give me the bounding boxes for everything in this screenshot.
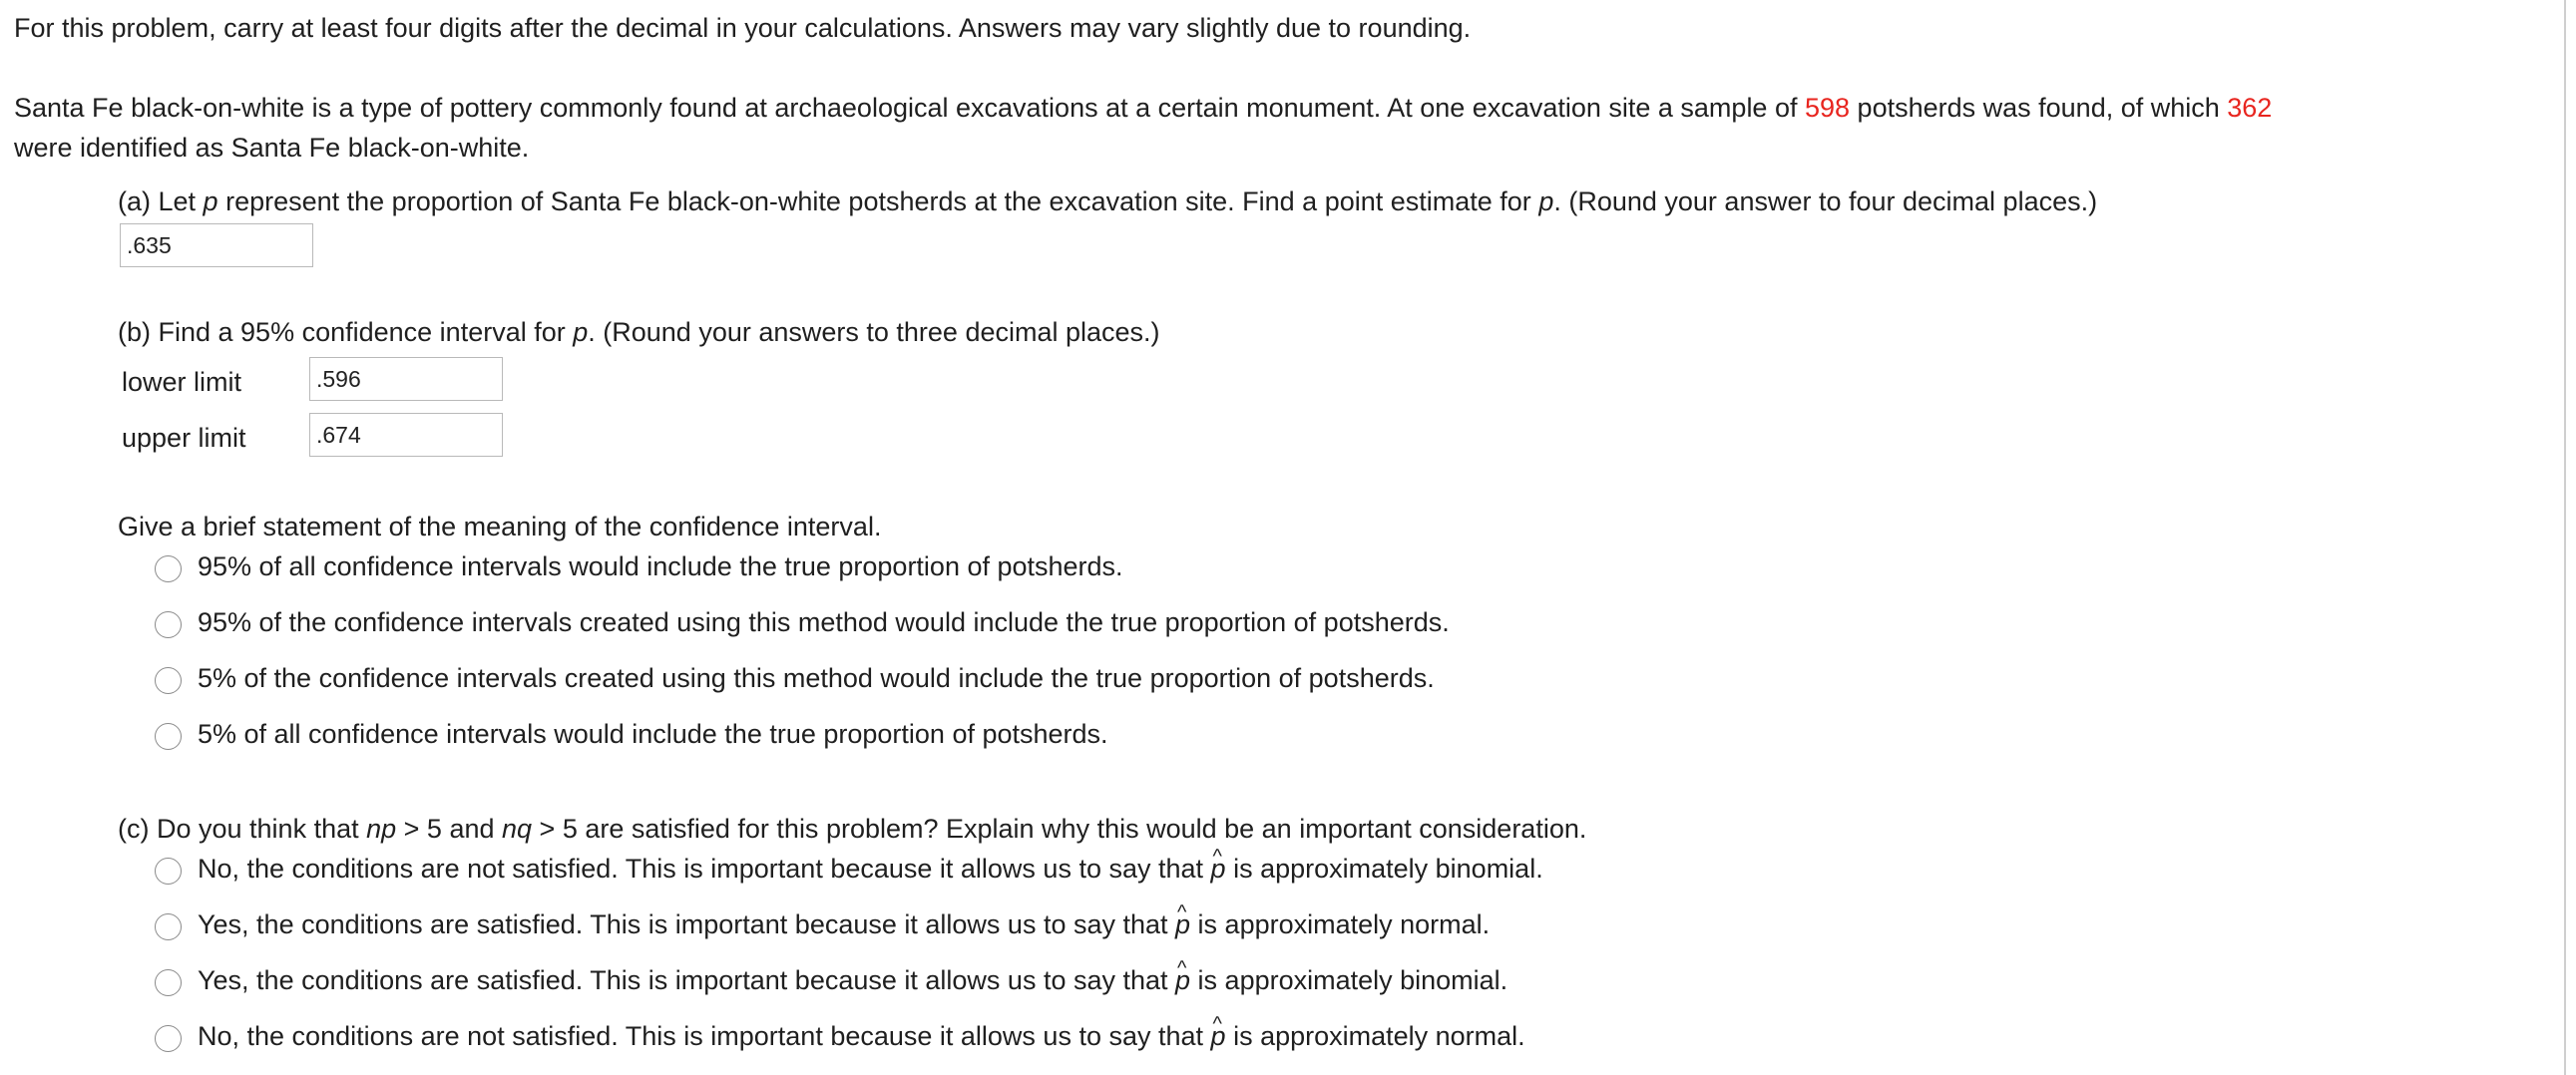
part-c-nq: nq — [502, 814, 533, 844]
page-right-border — [2564, 0, 2566, 1075]
ci-option-1-radio[interactable] — [155, 555, 182, 582]
ci-option-1-label[interactable]: 95% of all confidence intervals would include the true proportion of potsherds. — [198, 551, 1123, 581]
part-c-text-2: > 5 and — [396, 814, 502, 844]
conditions-option-4-label[interactable] — [198, 1019, 1525, 1053]
conditions-option-3-text-b: is approximately binomial. — [1190, 965, 1508, 995]
conditions-option-1-text-a: No, the conditions are not satisfied. This is important because it allows us to say that — [198, 854, 1211, 884]
p-hat-symbol: ^ p — [1211, 852, 1226, 886]
santa-fe-count-value: 362 — [2227, 93, 2273, 123]
part-b-question — [118, 315, 1160, 349]
part-c-text-3: > 5 are satisfied for this problem? Explain why this would be an important consideration. — [532, 814, 1587, 844]
part-c-question — [118, 812, 1586, 846]
conditions-option-2-radio[interactable] — [155, 913, 182, 940]
part-b-var-p: p — [573, 317, 589, 347]
p-hat-symbol: ^ p — [1175, 963, 1190, 997]
conditions-option-1-text-b: is approximately binomial. — [1225, 854, 1543, 884]
part-a-var-p2: p — [1538, 186, 1554, 216]
part-c-np: np — [366, 814, 397, 844]
conditions-option-4-text-a: No, the conditions are not satisfied. This is important because it allows us to say that — [198, 1021, 1211, 1051]
conditions-option-2-text-a: Yes, the conditions are satisfied. This is important because it allows us to say that — [198, 909, 1176, 939]
upper-limit-input[interactable] — [309, 413, 503, 457]
conditions-option-2-text-b: is approximately normal. — [1190, 909, 1491, 939]
conditions-option-3-radio[interactable] — [155, 969, 182, 996]
ci-meaning-prompt: Give a brief statement of the meaning of the confidence interval. — [118, 512, 882, 541]
ci-option-3-radio[interactable] — [155, 667, 182, 694]
problem-statement-line1 — [14, 91, 2272, 125]
part-a-text-1: (a) Let — [118, 186, 204, 216]
conditions-option-4-text-b: is approximately normal. — [1225, 1021, 1525, 1051]
sample-size-value: 598 — [1804, 93, 1851, 123]
instructions-text: For this problem, carry at least four digits after the decimal in your calculations. Answers may vary slightly due to rounding. — [14, 13, 1472, 43]
ci-option-2-radio[interactable] — [155, 611, 182, 638]
conditions-option-3-label[interactable] — [198, 963, 1507, 997]
ci-option-2-label[interactable]: 95% of the confidence intervals created using this method would include the true proportion of potsherds. — [198, 607, 1450, 637]
part-a-text-2: represent the proportion of Santa Fe black-on-white potsherds at the excavation site. Find a point estimate for — [217, 186, 1539, 216]
problem-text-b: potsherds was found, of which — [1850, 93, 2228, 123]
part-a-text-3: . (Round your answer to four decimal places.) — [1553, 186, 2098, 216]
part-c-text-1: (c) Do you think that — [118, 814, 367, 844]
conditions-option-4-radio[interactable] — [155, 1025, 182, 1052]
part-b-text-2: . (Round your answers to three decimal places.) — [588, 317, 1160, 347]
p-hat-symbol: ^ p — [1211, 1019, 1226, 1053]
part-a-question — [118, 184, 2097, 218]
part-b-text-1: (b) Find a 95% confidence interval for — [118, 317, 574, 347]
lower-limit-input[interactable] — [309, 357, 503, 401]
p-hat-symbol: ^ p — [1175, 907, 1190, 941]
conditions-option-3-text-a: Yes, the conditions are satisfied. This is important because it allows us to say that — [198, 965, 1176, 995]
problem-text-a: Santa Fe black-on-white is a type of pottery commonly found at archaeological excavations at a certain monument. At one excavation site a sample of — [14, 93, 1805, 123]
point-estimate-input[interactable] — [120, 223, 313, 267]
ci-option-3-label[interactable]: 5% of the confidence intervals created using this method would include the true proportion of potsherds. — [198, 663, 1435, 693]
ci-option-4-radio[interactable] — [155, 723, 182, 750]
conditions-option-1-label[interactable] — [198, 852, 1543, 886]
part-a-var-p: p — [203, 186, 218, 216]
conditions-option-2-label[interactable] — [198, 907, 1490, 941]
ci-option-4-label[interactable]: 5% of all confidence intervals would include the true proportion of potsherds. — [198, 719, 1108, 749]
problem-statement-line2: were identified as Santa Fe black-on-white. — [14, 133, 530, 163]
conditions-option-1-radio[interactable] — [155, 858, 182, 885]
lower-limit-label: lower limit — [122, 367, 242, 397]
upper-limit-label: upper limit — [122, 423, 246, 453]
